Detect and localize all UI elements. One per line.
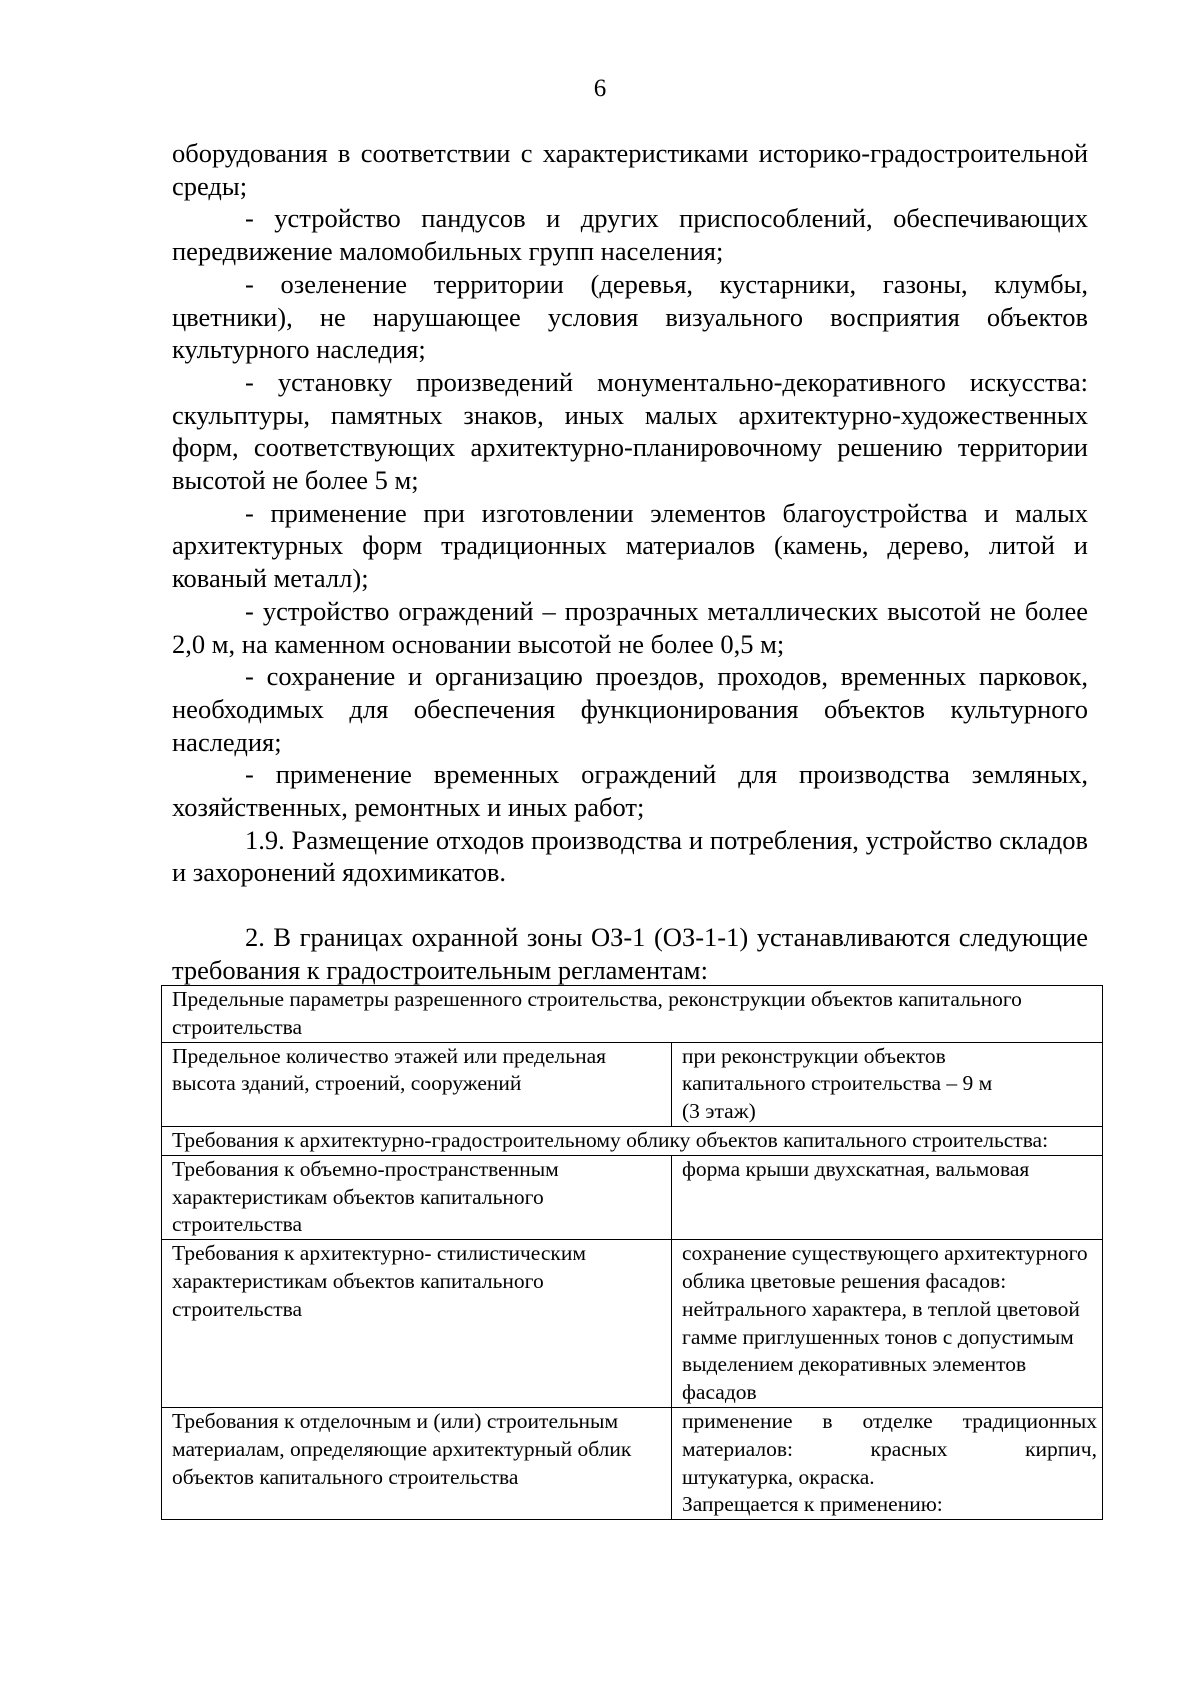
section-header-parameters: Предельные параметры разрешенного строительства, реконструкции объектов капитального строительства — [162, 986, 1103, 1043]
cell-materials-value — [672, 1407, 1103, 1519]
cell-floors-label: Предельное количество этажей или предельная высота зданий, строений, сооружений — [162, 1042, 672, 1126]
table-section-header — [162, 986, 1103, 1043]
cell-line: штукатурка, окраска. — [682, 1464, 875, 1489]
list-item-temporary-fences: - применение временных ограждений для производства земляных, хозяйственных, ремонтных и иных работ; — [172, 759, 1088, 823]
regulations-table — [161, 985, 1103, 1520]
section-header-appearance: Требования к архитектурно-градостроительному облику объектов капитального строительства: — [162, 1126, 1103, 1155]
cell-line: применение в отделке традиционных — [682, 1408, 1097, 1433]
document-body — [172, 137, 1088, 987]
table-row — [162, 1155, 1103, 1239]
clause-2: 2. В границах охранной зоны ОЗ-1 (ОЗ-1-1) устанавливаются следующие требования к градостроительным регламентам: — [172, 922, 1088, 985]
cell-volume-label: Требования к объемно-пространственным характеристикам объектов капитального строительства — [162, 1155, 672, 1239]
list-item-monumental-art: - установку произведений монументально-декоративного искусства: скульптуры, памятных знаков, иных малых архитектурно-художественных форм, соответствующих архитектурно-планировочному решению территории высотой не более 5 м; — [172, 366, 1088, 496]
list-item-fences: - устройство ограждений – прозрачных металлических высотой не более 2,0 м, на каменном основании высотой не более 0,5 м; — [172, 595, 1088, 659]
list-item-traditional-materials: - применение при изготовлении элементов благоустройства и малых архитектурных форм традиционных материалов (камень, дерево, литой и кованый металл); — [172, 497, 1088, 594]
table-row — [162, 1240, 1103, 1408]
list-item-ramps: - устройство пандусов и других приспособлений, обеспечивающих передвижение маломобильных групп населения; — [172, 203, 1088, 267]
cell-style-label: Требования к архитектурно- стилистическим характеристикам объектов капитального строительства — [162, 1240, 672, 1408]
cell-volume-value: форма крыши двухскатная, вальмовая — [672, 1155, 1103, 1239]
cell-line: капитального строительства – 9 м — [682, 1071, 993, 1096]
paragraph-continuation: оборудования в соответствии с характеристиками историко-градостроительной среды; — [172, 138, 1088, 201]
clause-1-9: 1.9. Размещение отходов производства и потребления, устройство складов и захоронений ядохимикатов. — [172, 824, 1088, 888]
cell-materials-label: Требования к отделочным и (или) строительным материалам, определяющие архитектурный облик объектов капитального строительства — [162, 1407, 672, 1519]
list-item-driveways: - сохранение и организацию проездов, проходов, временных парковок, необходимых для обеспечения функционирования объектов культурного наследия; — [172, 661, 1088, 757]
cell-line: Запрещается к применению: — [682, 1492, 943, 1517]
table-row — [162, 1407, 1103, 1519]
cell-line: при реконструкции объектов — [682, 1043, 946, 1068]
cell-line: (3 этаж) — [682, 1099, 756, 1124]
table-row — [162, 1042, 1103, 1126]
cell-floors-value — [672, 1042, 1103, 1126]
table-section-header — [162, 1126, 1103, 1155]
page-number: 6 — [593, 75, 607, 102]
cell-line: материалов: красных кирпич, — [682, 1436, 1097, 1461]
list-item-landscaping: - озеленение территории (деревья, кустарники, газоны, клумбы, цветники), не нарушающее условия визуального восприятия объектов культурного наследия; — [172, 268, 1088, 365]
cell-style-value: сохранение существующего архитектурного облика цветовые решения фасадов: нейтрального характера, в теплой цветовой гамме приглушенных тонов с допустимым выделением декоративных элементов фасадов — [672, 1240, 1103, 1408]
